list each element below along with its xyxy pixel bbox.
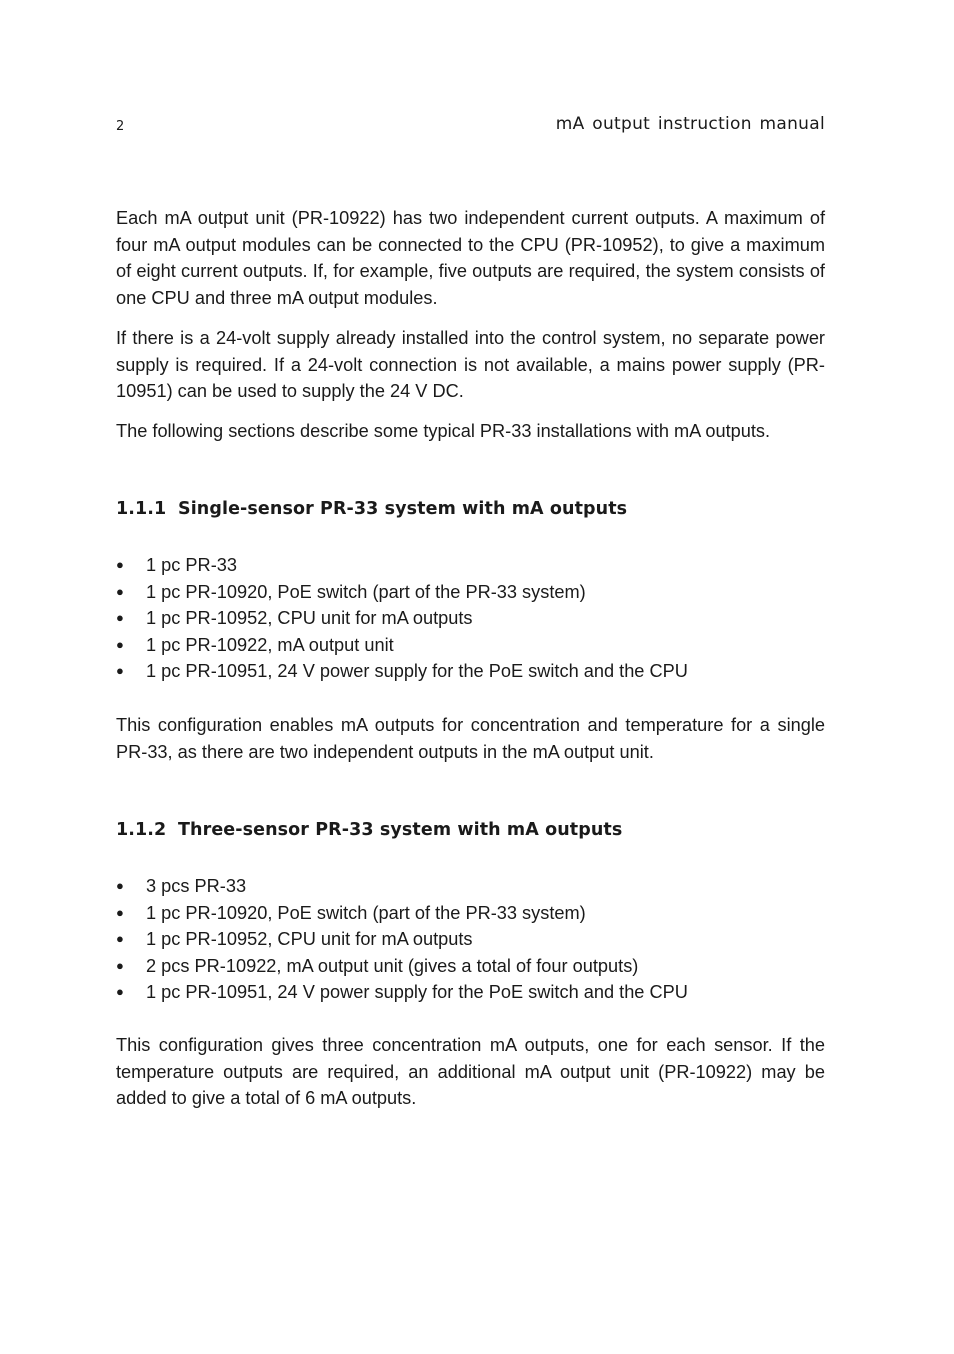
list-item: ● 1 pc PR-10952, CPU unit for mA outputs bbox=[116, 926, 825, 953]
intro-paragraph-1: Each mA output unit (PR-10922) has two independent current outputs. A maximum of four mA output modules can be connected to the CPU (PR-10952), to give a maximum of eight current outputs. If, for example, five outputs are required, the system consists of one CPU and three mA output modules. bbox=[116, 208, 825, 308]
list-item: ● 1 pc PR-33 bbox=[116, 552, 825, 579]
list-item: ● 1 pc PR-10951, 24 V power supply for the PoE switch and the CPU bbox=[116, 979, 825, 1006]
list-item: ● 2 pcs PR-10922, mA output unit (gives a total of four outputs) bbox=[116, 953, 825, 980]
list-item: ● 1 pc PR-10951, 24 V power supply for the PoE switch and the CPU bbox=[116, 658, 825, 685]
intro-paragraph-1-block bbox=[116, 205, 825, 311]
section-2-list-block bbox=[116, 873, 825, 1006]
section-number: 1.1.1 bbox=[116, 499, 167, 519]
section-note: This configuration gives three concentration mA outputs, one for each sensor. If the temperature outputs are required, an additional mA output unit (PR-10922) may be added to give a total of 6 mA outputs. bbox=[116, 1035, 825, 1108]
list-item: ● 1 pc PR-10922, mA output unit bbox=[116, 632, 825, 659]
section-note: This configuration enables mA outputs for concentration and temperature for a single PR-33, as there are two independent outputs in the mA output unit. bbox=[116, 715, 825, 762]
section-1-note-block bbox=[116, 712, 825, 765]
intro-paragraph-3: The following sections describe some typical PR-33 installations with mA outputs. bbox=[116, 421, 771, 441]
section-2-note-block bbox=[116, 1032, 825, 1112]
section-title-text: Three-sensor PR-33 system with mA outputs bbox=[178, 820, 623, 840]
section-heading-1-1-1 bbox=[116, 499, 825, 519]
header-title: mA output instruction manual bbox=[555, 114, 825, 134]
intro-paragraph-3-block bbox=[116, 418, 825, 445]
section-heading-1-1-2 bbox=[116, 820, 825, 840]
list-item: ● 1 pc PR-10952, CPU unit for mA outputs bbox=[116, 605, 825, 632]
page-number: 2 bbox=[116, 119, 125, 134]
intro-paragraph-2: If there is a 24-volt supply already installed into the control system, no separate power supply is required. If a 24-volt connection is not available, a mains power supply (PR-10951) can be used to supply the 24 V DC. bbox=[116, 328, 825, 401]
component-list bbox=[116, 552, 825, 685]
section-title-text: Single-sensor PR-33 system with mA outputs bbox=[178, 499, 628, 519]
intro-paragraph-2-block bbox=[116, 325, 825, 405]
section-number: 1.1.2 bbox=[116, 820, 167, 840]
section-1-list-block bbox=[116, 552, 825, 685]
component-list bbox=[116, 873, 825, 1006]
list-item: ● 1 pc PR-10920, PoE switch (part of the PR-33 system) bbox=[116, 900, 825, 927]
list-item: ● 3 pcs PR-33 bbox=[116, 873, 825, 900]
list-item: ● 1 pc PR-10920, PoE switch (part of the PR-33 system) bbox=[116, 579, 825, 606]
